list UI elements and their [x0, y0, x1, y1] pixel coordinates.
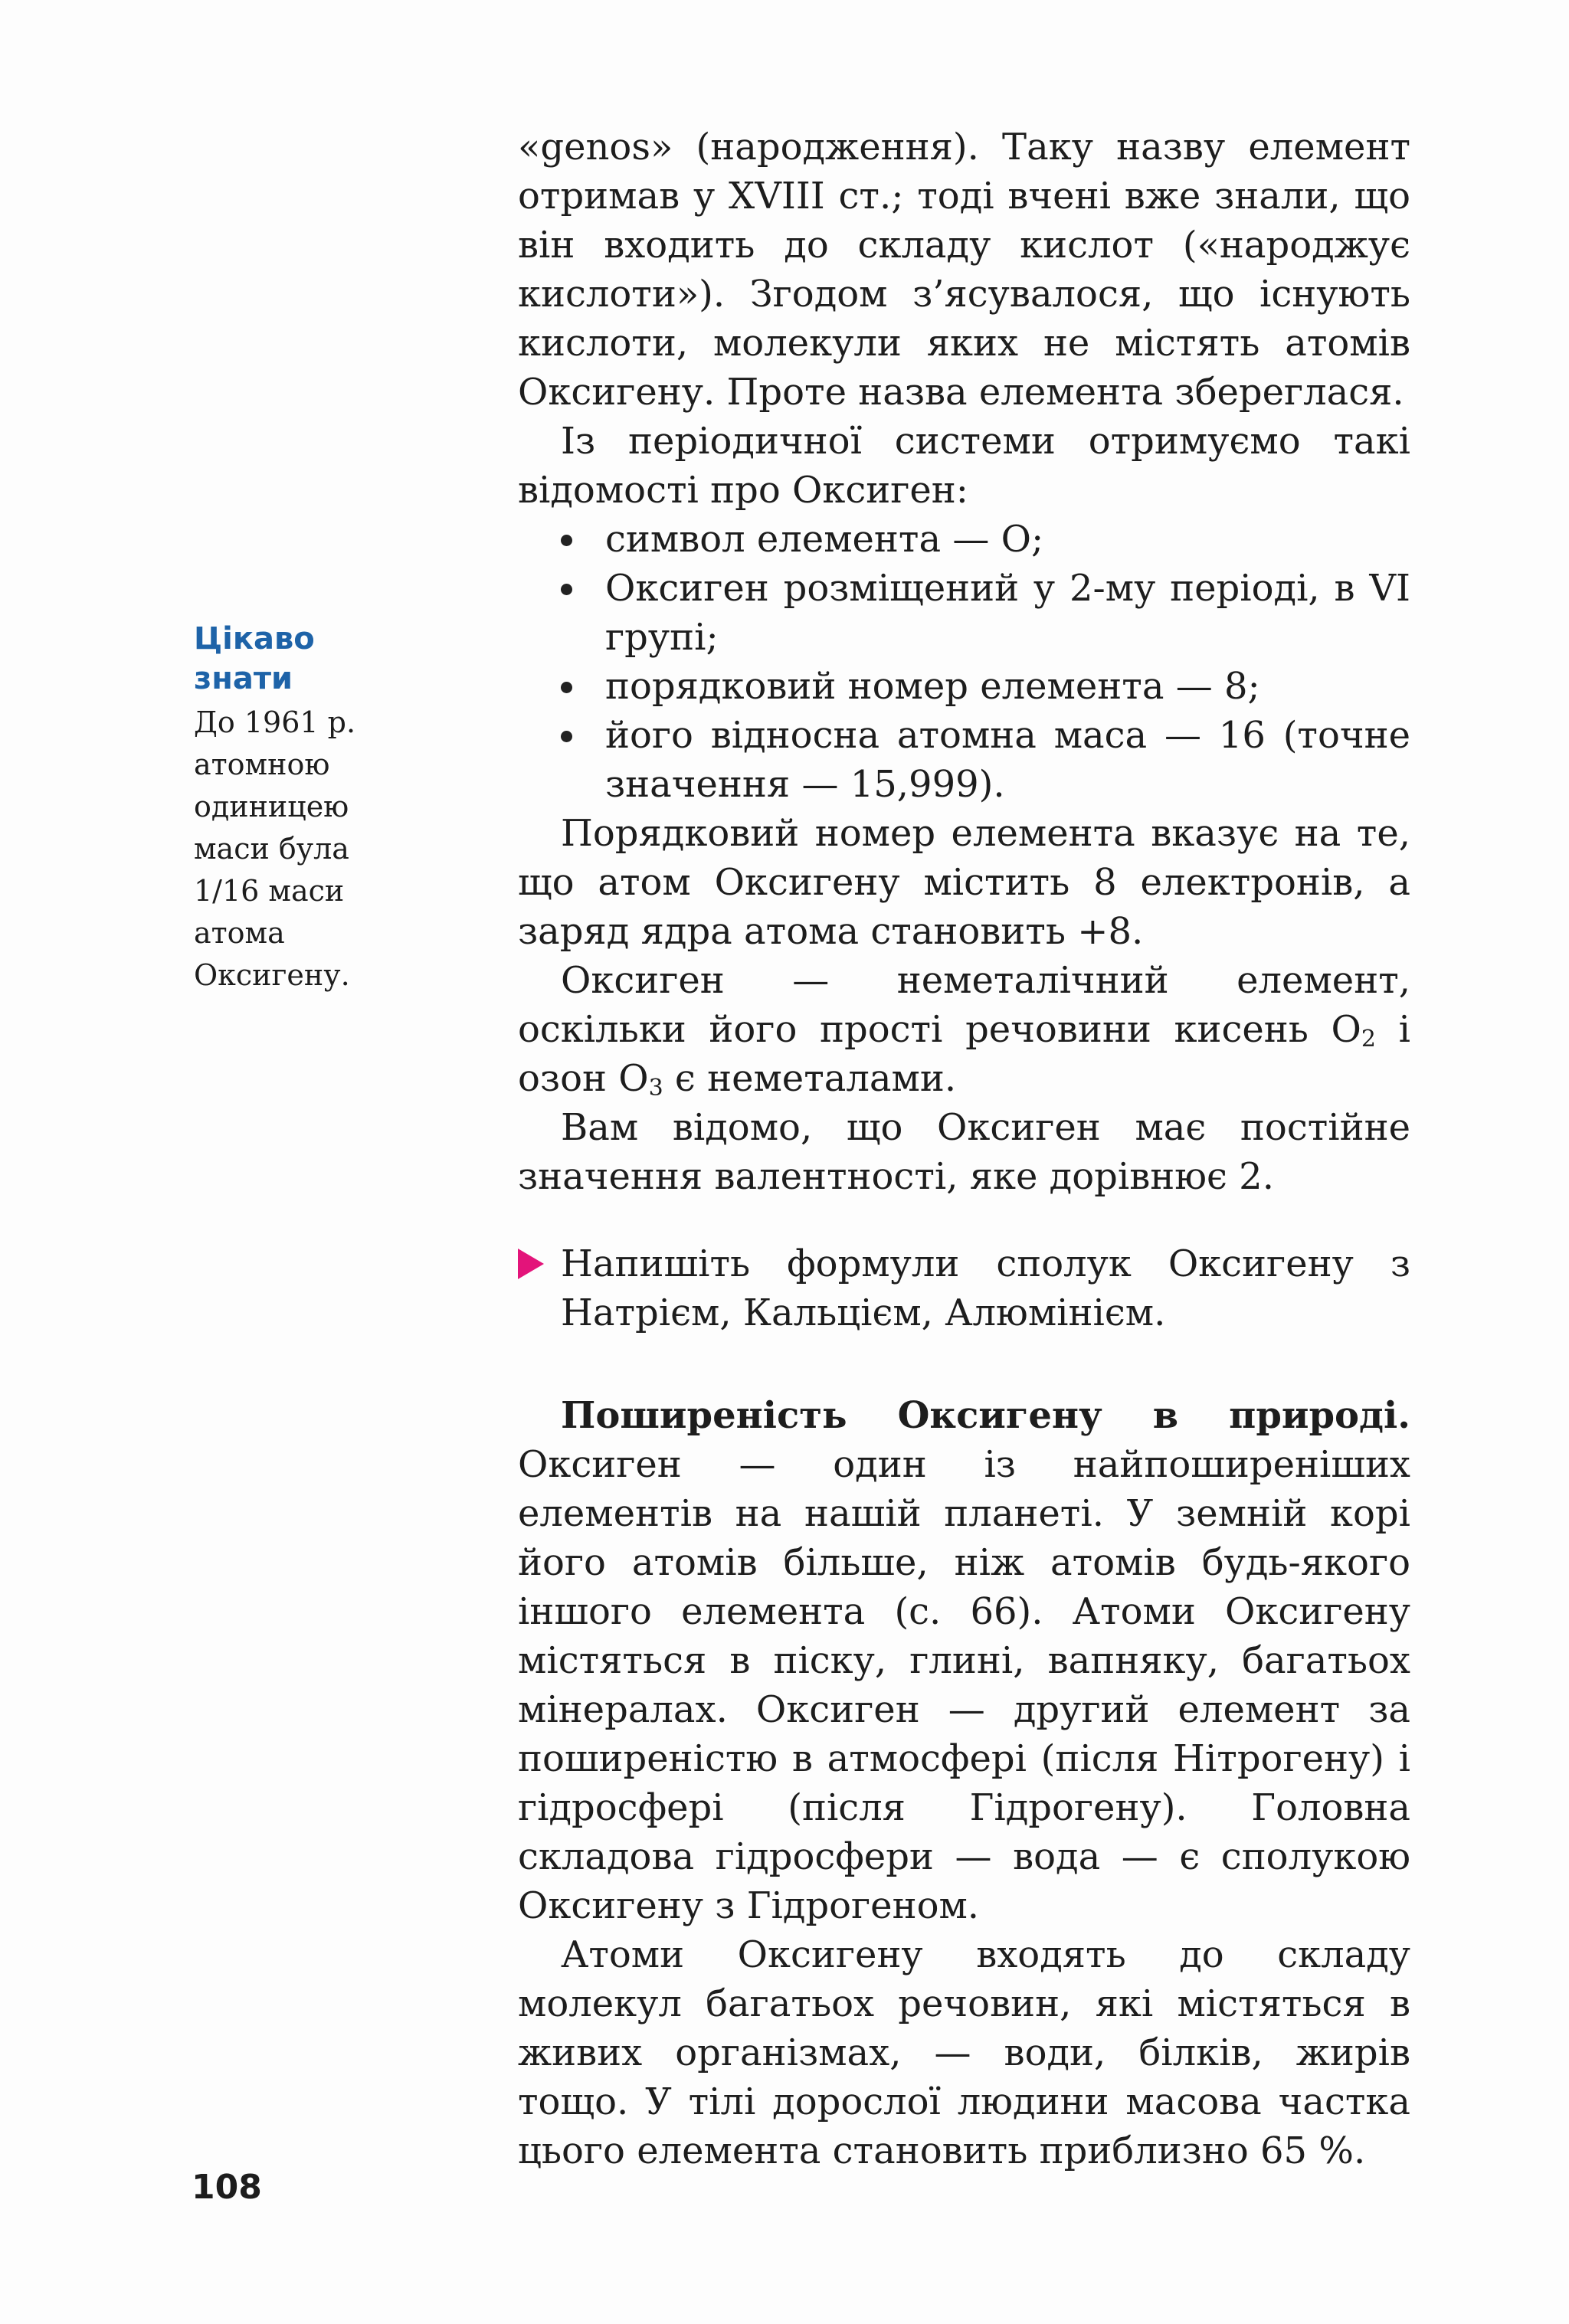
sidebar-title: Цікаво знати	[194, 621, 315, 696]
sidebar-text: До 1961 р. атомною одиницею маси була 1/16 маси атома Оксигену.	[194, 705, 356, 992]
section-text: Оксиген — один із найпоширеніших елементів на нашій планеті. У земній корі його атомів більше, ніж атомів будь-якого іншого елемента (с. 66). Атоми Оксигену містяться в піску, глині, вапняку, багатьох мінералах. Оксиген — другий елемент за поширеністю в атмосфері (після Нітрогену) і гідросфері (після Гідрогену). Головна складова гідросфери — вода — є сполукою Оксигену з Гідрогеном.	[518, 1443, 1410, 1927]
sidebar-note	[194, 619, 393, 997]
list-item: порядковий номер елемента — 8;	[518, 662, 1410, 711]
list-item: його відносна атомна маса — 16 (точне значення — 15,999).	[518, 711, 1410, 809]
nonmetal-paragraph: Оксиген — неметалічний елемент, оскільки його прості речовини кисень $O_2$ і озон $O_3$ є неметалами.	[518, 959, 1411, 1101]
valence-paragraph: Вам відомо, що Оксиген має постійне значення валентності, яке дорівнює 2.	[518, 1106, 1410, 1198]
section-heading: Поширеність Оксигену в природі.	[561, 1394, 1410, 1437]
atomic-number-paragraph: Порядковий номер елемента вказує на те, що атом Оксигену містить 8 електронів, а заряд ядра атома становить +8.	[518, 812, 1410, 953]
page-number: 108	[192, 2168, 262, 2207]
task-marker-icon	[518, 1249, 544, 1279]
facts-list	[518, 515, 1410, 809]
list-item: Оксиген розміщений у 2-му періоді, в VI групі;	[518, 564, 1410, 662]
main-text	[518, 123, 1410, 2175]
list-item: символ елемента — O;	[518, 515, 1410, 564]
facts-intro: Із періодичної системи отримуємо такі відомості про Оксиген:	[518, 420, 1410, 512]
task-text: Напишіть формули сполук Оксигену з Натрієм, Кальцієм, Алюмінієм.	[561, 1242, 1410, 1334]
section-paragraph	[518, 1391, 1410, 1930]
intro-paragraph: «genos» (народження). Таку назву елемент отримав у XVIII ст.; тоді вчені вже знали, що він входить до складу кислот («народжує кислоти»). Згодом з’ясувалося, що існують кислоти, молекули яких не містять атомів Оксигену. Проте назва елемента збереглася.	[518, 126, 1410, 414]
task-block	[518, 1239, 1410, 1337]
living-paragraph: Атоми Оксигену входять до складу молекул багатьох речовин, які містяться в живих організмах, — води, білків, жирів тощо. У тілі дорослої людини масова частка цього елемента становить приблизно 65 %.	[518, 1933, 1410, 2172]
